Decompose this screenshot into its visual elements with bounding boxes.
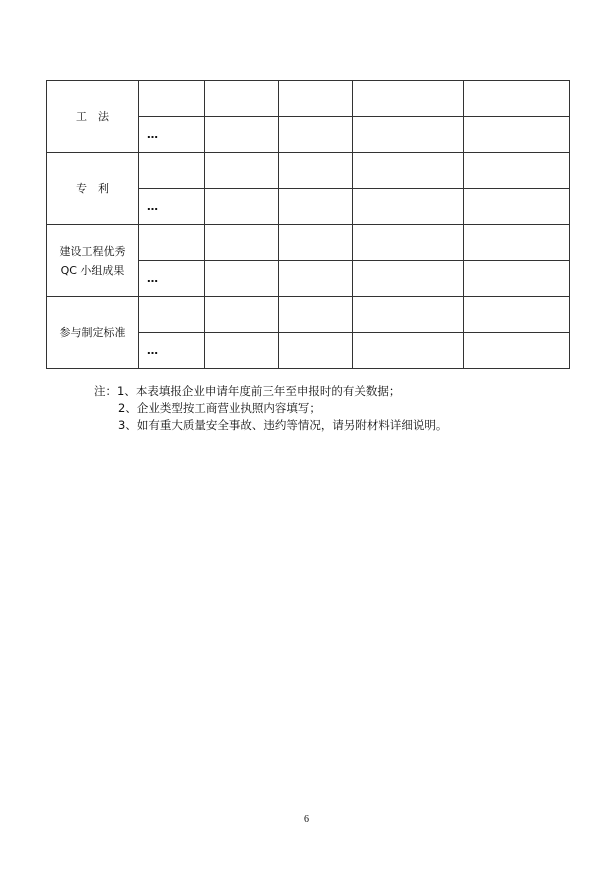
page-number: 6 <box>304 814 309 825</box>
table-cell <box>279 153 353 189</box>
table-cell <box>205 153 279 189</box>
table-cell <box>205 333 279 369</box>
table-cell <box>205 297 279 333</box>
note-item: 2、企业类型按工商营业执照内容填写； <box>118 401 321 415</box>
table-cell <box>464 261 570 297</box>
ellipsis-cell: … <box>139 189 205 225</box>
table-cell <box>464 225 570 261</box>
table-cell <box>279 297 353 333</box>
row-label-method: 工 法 <box>47 81 139 153</box>
table-cell <box>205 261 279 297</box>
table-cell <box>464 117 570 153</box>
row-label-qc-results <box>47 225 139 297</box>
ellipsis-cell: … <box>139 333 205 369</box>
table-cell <box>353 225 464 261</box>
table-cell <box>464 153 570 189</box>
table-cell <box>139 153 205 189</box>
table-cell <box>353 153 464 189</box>
table-cell <box>279 189 353 225</box>
table-cell <box>139 297 205 333</box>
notes <box>94 383 447 434</box>
row-label-patent: 专 利 <box>47 153 139 225</box>
table-cell <box>464 189 570 225</box>
note-line <box>94 383 447 400</box>
table-row <box>47 153 570 189</box>
table-cell <box>353 189 464 225</box>
table-cell <box>353 297 464 333</box>
table-cell <box>279 261 353 297</box>
row-label-standards: 参与制定标准 <box>47 297 139 369</box>
notes-prefix: 注： <box>94 384 117 398</box>
table-cell <box>353 261 464 297</box>
table-cell <box>205 189 279 225</box>
table-cell <box>139 225 205 261</box>
table-cell <box>279 81 353 117</box>
table-cell <box>279 117 353 153</box>
table-cell <box>464 81 570 117</box>
table-cell <box>464 297 570 333</box>
label-line: 建设工程优秀 <box>59 244 126 258</box>
table-cell <box>279 333 353 369</box>
table-row <box>47 81 570 117</box>
table-cell <box>279 225 353 261</box>
table-row <box>47 225 570 261</box>
table-cell <box>353 117 464 153</box>
ellipsis-cell: … <box>139 261 205 297</box>
table-cell <box>205 225 279 261</box>
label-line: QC 小组成果 <box>60 263 125 277</box>
table-cell <box>205 81 279 117</box>
table-cell <box>139 81 205 117</box>
data-table <box>46 80 570 369</box>
table-cell <box>464 333 570 369</box>
note-item: 3、如有重大质量安全事故、违约等情况，请另附材料详细说明。 <box>118 418 448 432</box>
table-cell <box>353 333 464 369</box>
table-row <box>47 297 570 333</box>
ellipsis-cell: … <box>139 117 205 153</box>
table-cell <box>205 117 279 153</box>
table-cell <box>353 81 464 117</box>
note-item: 1、本表填报企业申请年度前三年至申报时的有关数据； <box>117 384 401 398</box>
